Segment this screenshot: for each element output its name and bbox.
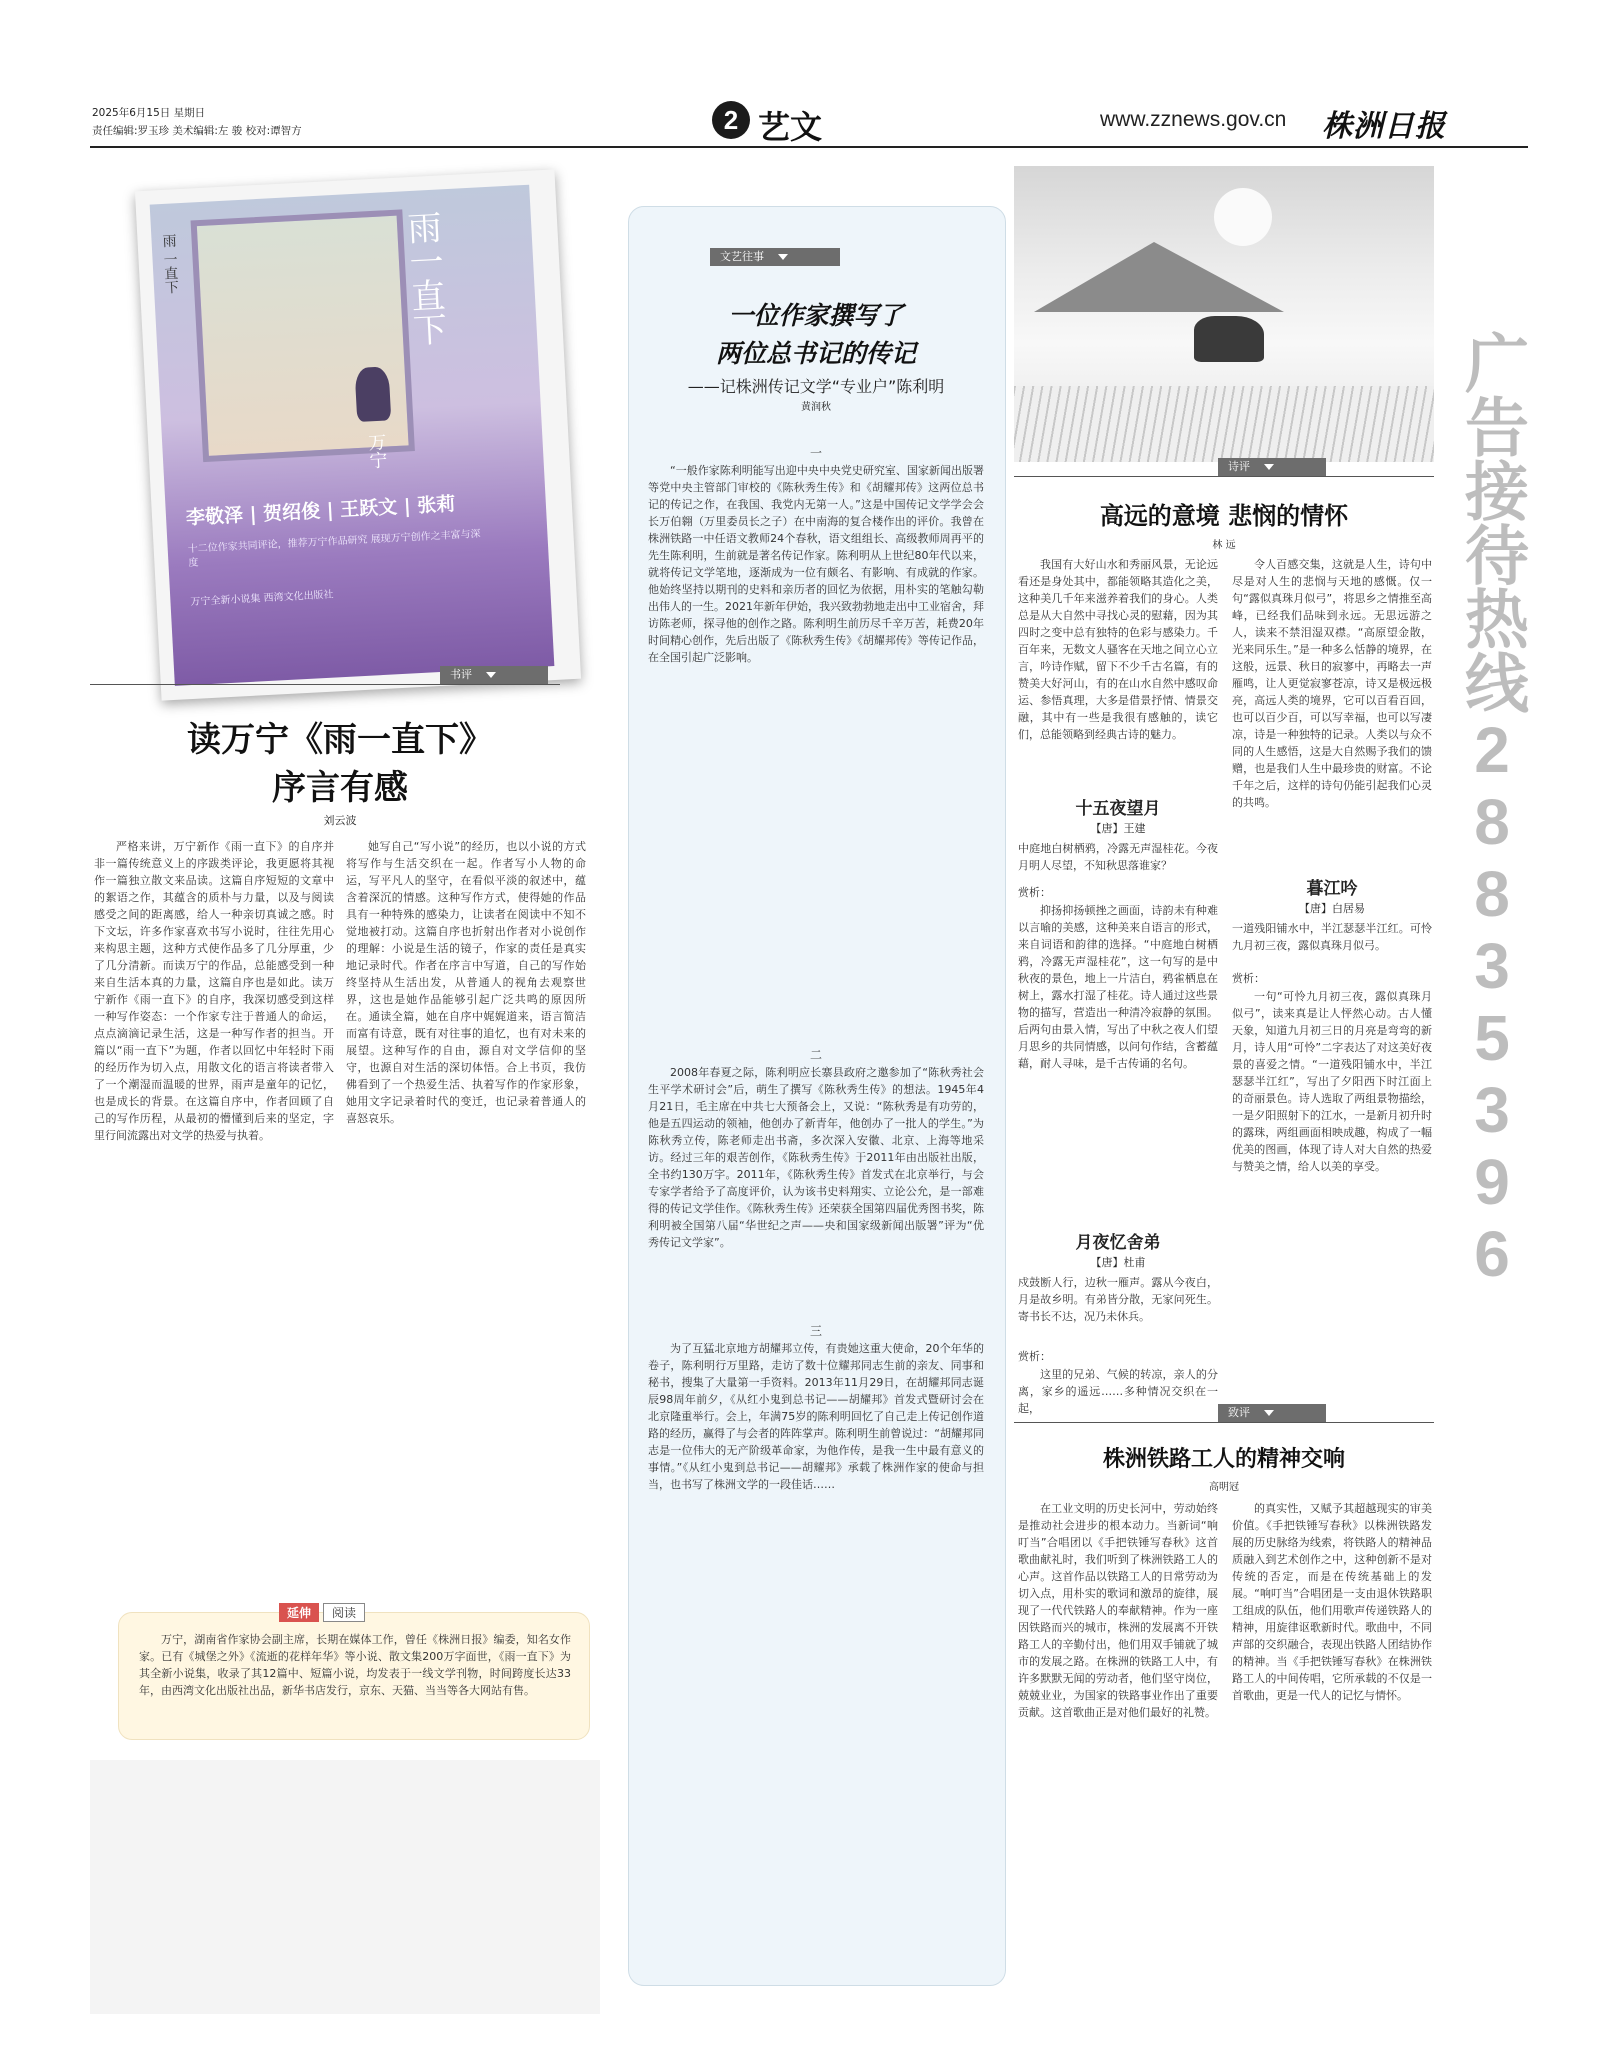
book-cover <box>150 185 555 686</box>
chevron-down-icon <box>1264 1410 1274 1416</box>
poetry-review-column-2: 令人百感交集，这就是人生，诗句中尽是对人生的悲悯与天地的感慨。仅一句“露似真珠月似弓”，将思乡之情推至高峰，已经我们品味到永远。无思远游之人，读来不禁泪湿双襟。“高原望金散，光来同乐生。”是一种多么恬静的境界，在这般，远景、秋日的寂寥中，再略去一声雁鸣，让人更觉寂寥苍凉，诗又是极远极亮，高远人类的境界，它可以百看百回，也可以百少百，可以写幸福，也可以写凄凉，诗是一种独特的记录。人类以与众不同的人生感悟，这是大自然赐予我们的馈赠，也是我们人生中最珍贵的财富。不论千年之后，这样的诗句仍能引起我们心灵的共鸣。 <box>1232 558 1432 809</box>
book-review-title-2: 序言有感 <box>272 768 408 808</box>
poem-2-lines: 戍鼓断人行，边秋一雁声。露从今夜白，月是故乡明。有弟皆分散，无家问死生。寄书长不达，况乃未休兵。 <box>1018 1276 1218 1323</box>
book-review-column-2: 她写自己“写小说”的经历，也以小说的方式将写作与生活交织在一起。作者写小人物的命运，写平凡人的坚守，在看似平淡的叙述中，蕴含着深沉的情感。这种写作方式，使得她的作品具有一种特殊的感染力，让读者在阅读中不知不觉地被打动。这篇自序也折射出作者对小说创作的理解：小说是生活的镜子，作家的责任是真实地记录时代。作者在序言中写道，自己的写作始终坚持从生活出发，从普通人的视角去观察世界，这也是她作品能够引起广泛共鸣的原因所在。通读全篇，她在自序中娓娓道来，语言简洁而富有诗意，既有对往事的追忆，也有对未来的展望。这种写作的自由，源自对文学信仰的坚守，也源自对生活的深切体悟。合上书页，我仿佛看到了一个热爱生活、执着写作的作家形象，她用文字记录着时代的变迁，也记录着普通人的喜怒哀乐。 <box>346 840 586 1125</box>
tribute-column-2: 的真实性，又赋予其超越现实的审美价值。《手把铁锤写春秋》以株洲铁路发展的历史脉络为线索，将铁路人的精神品质融入到艺术创作之中，这种创新不是对传统的否定，而是在传统基础上的发展。“响叮当”合唱团是一支由退休铁路职工组成的队伍，他们用歌声传递铁路人的精神，用旋律讴歌新时代。歌曲中，不同声部的交织融合，表现出铁路人团结协作的精神。当《手把铁锤写春秋》在株洲铁路工人的中间传唱，它所承载的不仅是一首歌曲，更是一代人的记忆与情怀。 <box>1232 1502 1432 1702</box>
poem-2-note: 这里的兄弟、气候的转凉，亲人的分离，家乡的遥远……多种情况交织在一起， <box>1018 1368 1218 1415</box>
feature-section-1: “一般作家陈利明能写出迎中央中央党史研究室、国家新闻出版署等党中央主管部门审校的《陈秋秀生传》和《胡耀邦传》这两位总书记的传记之作，在我国、我党内无第一人。”这是中国传记文学学会会长万伯翱（万里委员长之子）在中南海的复合楼作出的评价。我曾在株洲铁路一中任语文教师24个春秋，语文组组长、高级教师周再平的先生陈利明，生前就是著名传记作家。陈利明从上世纪80年代以来，就将传记文学笔地，逐渐成为一位有颇名、有影响、有成就的作家。他始终坚持以期刊的史料和亲历者的回忆为依据，用朴实的笔触勾勒出伟人的一生。2021年新年伊始，我兴致勃勃地走出中工业宿舍，拜访陈老师，探寻他的创作之路。陈利明生前历尽千辛万苦，耗费20年时间精心创作，先后出版了《陈秋秀生传》《胡耀邦传》等传记作品，在全国引起广泛影响。 <box>648 464 984 664</box>
ink-landscape-painting <box>1014 166 1434 462</box>
feature-title-1: 一位作家撰写了 <box>728 301 904 330</box>
poetry-review-title: 高远的意境 悲悯的情怀 <box>1099 501 1349 530</box>
feature-title-2: 两位总书记的传记 <box>715 339 916 368</box>
bottom-left-shade <box>90 1760 600 2014</box>
feature-subtitle: ——记株洲传记文学“专业户”陈利明 <box>687 377 945 396</box>
section-title: 艺文 <box>758 108 823 146</box>
tribute-title: 株洲铁路工人的精神交响 <box>1102 1446 1345 1472</box>
feature-section-2: 2008年春夏之际，陈利明应长寨县政府之邀参加了“陈秋秀社会生平学术研讨会”后，萌生了撰写《陈秋秀生传》的想法。1945年4月21日，毛主席在中共七大预备会上，又说：“陈秋秀是有功劳的，他是五四运动的领袖，他创办了新青年，他创办了一批人的学生。”为陈秋秀立传，陈老师走出书斋，多次深入安徽、北京、上海等地采访。经过三年的艰苦创作，《陈秋秀生传》于2011年由出版社出版，全书约130万字。2011年，《陈秋秀生传》首发式在北京举行，与会专家学者给予了高度评价，认为该书史料翔实、立论公允，是一部难得的传记文学佳作。《陈秋秀生传》还荣获全国第四届优秀图书奖，陈利明被全国第八届“华世纪之声——央和国家级新闻出版署”评为“优秀传记文学家”。 <box>648 1066 984 1249</box>
page-number: 2 <box>723 105 739 135</box>
extension-reading-box <box>118 1606 590 1740</box>
poem-1-author: 【唐】王建 <box>1090 822 1146 835</box>
book-review-tag-rule <box>90 684 560 685</box>
feature-section-3: 为了互猛北京地方胡耀邦立传，有贵她这重大使命，20个年华的卷子，陈利明行万里路，走访了数十位耀邦同志生前的亲友、同事和秘书，搜集了大量第一手资料。2013年11月29日，在胡耀邦同志诞辰98周年前夕，《从红小鬼到总书记——胡耀邦》首发式暨研讨会在北京隆重举行。会上，年满75岁的陈利明回忆了自己走上传记创作道路的经历，赢得了与会者的阵阵掌声。陈利明生前曾说过：“胡耀邦同志是一位伟大的无产阶级革命家，为他作传，是我一生中最有意义的事情。”《从红小鬼到总书记——胡耀邦》承载了株洲作家的使命与担当，也书写了株洲文学的一段佳话…… <box>648 1342 984 1491</box>
book-cover-series: 万宁全新小说集 西湾文化出版社 <box>190 589 334 608</box>
poetry-review-tag-rule <box>1014 476 1434 477</box>
poem-2-author: 【唐】杜甫 <box>1090 1256 1146 1269</box>
book-cover-author: 万宁 <box>364 432 388 470</box>
tribute-author: 高明冠 <box>1209 1482 1239 1493</box>
feature-tag: 文艺往事 <box>710 248 840 266</box>
book-review-author: 刘云波 <box>323 814 357 827</box>
poem-3-note: 一句“可怜九月初三夜，露似真珠月似弓”，读来真是让人怦然心动。古人懂天象，知道九月初三日的月亮是弯弯的新月，诗人用“可怜”二字表达了对这美好夜景的喜爱之情。“一道残阳铺水中，半江瑟瑟半江红”，写出了夕阳西下时江面上的奇丽景色。诗人选取了两组景物描绘，一是夕阳照射下的江水，一是新月初升时的露珠，两组画面相映成趣，构成了一幅优美的图画，体现了诗人对大自然的热爱与赞美之情，给人以美的享受。 <box>1232 990 1432 1173</box>
tribute-tag-rule <box>1014 1422 1434 1423</box>
poem-3-note-label: 赏析： <box>1232 972 1265 985</box>
editor-credits: 责任编辑:罗玉珍 美术编辑:左 骏 校对:谭智方 <box>92 125 302 137</box>
moon-icon <box>1214 188 1272 246</box>
poem-1-note: 抑扬抑扬顿挫之画面，诗韵未有种难以言喻的美感，这种美来自语言的形式，来自词语和韵律的选择。“中庭地白树栖鸦，冷露无声湿桂花”，这一句写的是中秋夜的景色，地上一片洁白，鸦雀栖息在树上，露水打湿了桂花。诗人通过这些景物的描写，营造出一种清冷寂静的氛围。后两句由景入情，写出了中秋之夜人们望月思乡的共同情感，以问句作结，含蓄蕴藉，耐人寻味，是千古传诵的名句。 <box>1018 904 1218 1070</box>
book-review-title-1: 读万宁《雨一直下》 <box>187 720 493 760</box>
extension-text: 万宁，湖南省作家协会副主席，长期在媒体工作，曾任《株洲日报》编委，知名女作家。已有《城堡之外》《流逝的花样年华》等小说、散文集200万字面世，《雨一直下》为其全新小说集，收录了其12篇中、短篇小说，均发表于一线文学刊物，时间跨度长达33年，由西湾文化出版社出品，新华书店发行，京东、天猫、当当等各大网站有售。 <box>139 1633 571 1697</box>
reading-tag: 阅读 <box>323 1603 365 1622</box>
book-cover-names: 李敬泽 | 贺绍俊 | 王跃文 | 张莉 <box>185 493 456 530</box>
extension-tag: 延伸 <box>279 1603 319 1622</box>
book-cover-title: 雨一直下 <box>400 209 448 348</box>
header-rule <box>90 146 1528 148</box>
poem-3-author: 【唐】白居易 <box>1299 902 1365 915</box>
tribute-column-1: 在工业文明的历史长河中，劳动始终是推动社会进步的根本动力。当新词“响叮当”合唱团以《手把铁锤写春秋》这首歌曲献礼时，我们听到了株洲铁路工人的心声。这首作品以铁路工人的日常劳动为切入点，用朴实的歌词和激昂的旋律，展现了一代代铁路人的奉献精神。作为一座因铁路而兴的城市，株洲的发展离不开铁路工人的辛勤付出，他们用双手铺就了城市的发展之路。在株洲的铁路工人中，有许多默默无闻的劳动者，他们坚守岗位，兢兢业业，为国家的铁路事业作出了重要贡献。这首歌曲正是对他们最好的礼赞。 <box>1018 1502 1218 1719</box>
book-cover-frame <box>135 169 581 700</box>
book-cover-blurb: 十二位作家共同评论，推荐万宁作品研究 展现万宁创作之丰富与深度 <box>187 528 481 570</box>
poem-1-lines: 中庭地白树栖鸦，冷露无声湿桂花。今夜月明人尽望，不知秋思落谁家？ <box>1018 842 1218 872</box>
book-review-column-1: 严格来讲，万宁新作《雨一直下》的自序并非一篇传统意义上的序跋类评论，我更愿将其视作一篇独立散文来品读。这篇自序短短的文章中的絮语之作，其蕴含的质朴与力量，以及与阅读感受之间的距离感，给人一种亲切真诚之感。时下文坛，许多作家喜欢书写小说时，往往先用心来构思主题，这种方式使作品多了几分厚重，少了几分清新。而读万宁的作品，总能感受到一种来自生活本真的力量，这篇自序也是如此。读万宁新作《雨一直下》的自序，我深切感受到这样一种写作姿态：一个作家专注于普通人的命运，点点滴滴记录生活，这是一种写作者的担当。开篇以“雨一直下”为题，作者以回忆中年轻时下雨的经历作为切入点，用散文化的语言将读者带入了一个潮湿而温暖的世界，雨声是童年的记忆，也是成长的背景。在这篇自序中，作者回顾了自己的写作历程，从最初的懵懂到后来的坚定，字里行间流露出对文学的热爱与执着。 <box>94 840 334 1142</box>
chevron-down-icon <box>778 254 788 260</box>
chevron-down-icon <box>486 672 496 678</box>
poetry-review-author: 林 远 <box>1212 540 1236 551</box>
poetry-review-tag: 诗评 <box>1218 458 1326 476</box>
poetry-review-column-1: 我国有大好山水和秀丽风景，无论远看还是身处其中，都能领略其造化之美，这种美几千年来滋养着我们的身心。人类总是从大自然中寻找心灵的慰藉，因为其四时之变中总有独特的色彩与感染力。千百年来，无数文人骚客在天地之间立心立言，吟诗作赋，留下不少千古名篇，有的赞美大好河山，有的在山水自然中感叹命运、参悟真理，大多是借景抒情、情景交融，其中有一些是我很有感触的，读它们，总能领略到经典古诗的魅力。 <box>1018 558 1218 741</box>
book-review-tag: 书评 <box>440 666 548 684</box>
tribute-tag: 致评 <box>1218 1404 1326 1422</box>
page-number-badge <box>712 101 750 139</box>
newspaper-logo: 株洲日报 <box>1322 109 1446 144</box>
poem-2-title: 月夜忆舍弟 <box>1075 1233 1161 1253</box>
feature-author: 黄润秋 <box>801 402 831 413</box>
horse-rider-silhouette <box>1194 316 1264 362</box>
poem-1-note-label: 赏析： <box>1018 886 1051 899</box>
cat-silhouette <box>354 366 391 422</box>
book-spine-title: 雨 一直下 <box>160 233 180 295</box>
ad-hotline: 广告接待热线28835396 <box>1456 330 1528 1290</box>
grass-texture <box>1014 386 1434 462</box>
mountain-shape <box>1034 242 1284 312</box>
site-url[interactable]: www.zznews.gov.cn <box>1100 108 1287 131</box>
poem-3-lines: 一道残阳铺水中，半江瑟瑟半江红。可怜九月初三夜，露似真珠月似弓。 <box>1232 922 1432 952</box>
book-window-illustration <box>191 209 415 462</box>
poem-1-title: 十五夜望月 <box>1075 799 1161 819</box>
issue-date: 2025年6月15日 星期日 <box>92 107 206 119</box>
feature-section-3-number: 三 <box>809 1324 822 1338</box>
poem-3-title: 暮江吟 <box>1306 879 1358 899</box>
chevron-down-icon <box>1264 464 1274 470</box>
feature-section-1-number: 一 <box>809 446 822 460</box>
feature-section-2-number: 二 <box>809 1048 822 1062</box>
poem-2-note-label: 赏析： <box>1018 1350 1051 1363</box>
